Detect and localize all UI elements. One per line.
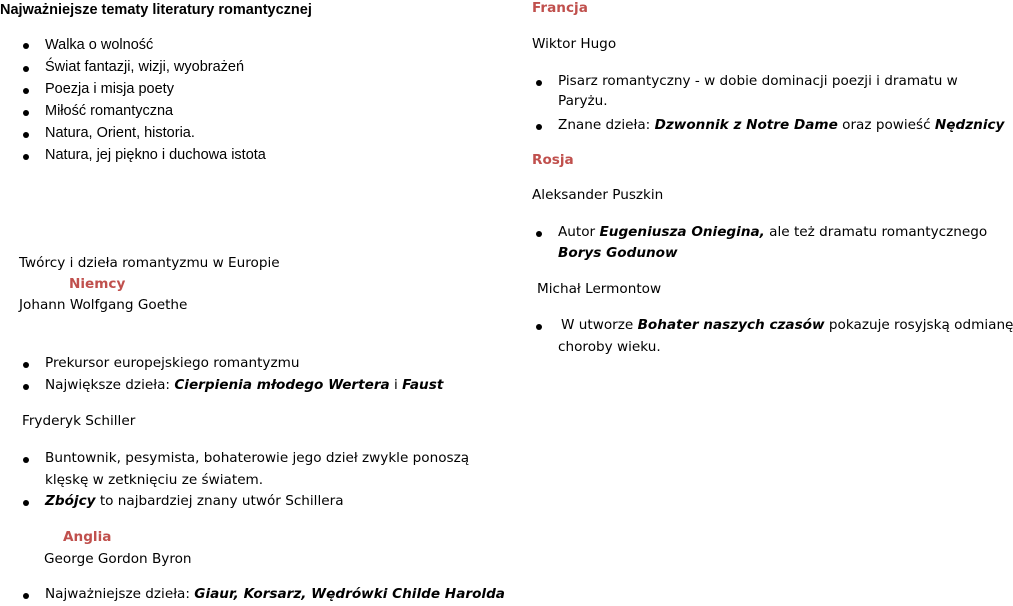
hugo-item-1-line-1: Pisarz romantyczny - w dobie dominacji poezji i dramatu w — [558, 73, 958, 89]
bullet-icon — [536, 324, 542, 330]
work-zbojcy: Zbójcy — [45, 493, 96, 509]
topic-item: Świat fantazji, wizji, wyobrażeń — [45, 59, 245, 75]
hugo-item-1-line-2: Paryżu. — [558, 93, 608, 109]
bullet-icon — [23, 43, 29, 49]
conjunction: i — [389, 377, 403, 393]
work-dzwonnik: Dzwonnik z Notre Dame — [654, 117, 838, 133]
bullet-icon — [536, 231, 542, 237]
author-schiller: Fryderyk Schiller — [22, 413, 136, 429]
work-nedznicy: Nędznicy — [934, 117, 1005, 133]
country-russia: Rosja — [532, 152, 574, 168]
lermontov-item-1-line-2: choroby wieku. — [558, 339, 661, 355]
goethe-works-prefix: Największe dzieła: — [45, 377, 175, 393]
bullet-icon — [23, 457, 29, 463]
bullet-icon — [23, 66, 29, 72]
byron-item-1 — [45, 586, 505, 602]
country-france: Francja — [532, 0, 588, 16]
work-faust: Faust — [402, 377, 444, 393]
work-bohater: Bohater naszych czasów — [637, 317, 825, 333]
country-england: Anglia — [63, 529, 112, 545]
work-werter: Cierpienia młodego Wertera — [174, 377, 390, 393]
topic-item: Natura, jej piękno i duchowa istota — [45, 147, 266, 163]
byron-works-prefix: Najważniejsze dzieła: — [45, 586, 195, 602]
bullet-icon — [23, 154, 29, 160]
topic-item: Walka o wolność — [45, 37, 154, 53]
pushkin-item-mid: ale też dramatu romantycznego — [764, 224, 988, 240]
work-oniegin: Eugeniusza Oniegina, — [599, 224, 765, 240]
bullet-icon — [23, 110, 29, 116]
bullet-icon — [23, 132, 29, 138]
schiller-item-1-line-1: Buntownik, pesymista, bohaterowie jego dzieł zwykle ponoszą — [45, 450, 470, 466]
goethe-item-1: Prekursor europejskiego romantyzmu — [45, 355, 300, 371]
bullet-icon — [23, 384, 29, 390]
lermontov-item-rest: pokazuje rosyjską odmianę — [824, 317, 1013, 333]
author-lermontov: Michał Lermontow — [537, 281, 662, 297]
topic-item: Miłość romantyczna — [45, 103, 174, 119]
bullet-icon — [23, 362, 29, 368]
hugo-works-mid: oraz powieść — [837, 117, 935, 133]
author-goethe: Johann Wolfgang Goethe — [19, 297, 188, 313]
bullet-icon — [23, 88, 29, 94]
hugo-item-2 — [558, 117, 1004, 133]
topic-item: Poezja i misja poety — [45, 81, 174, 97]
bullet-icon — [536, 80, 542, 86]
pushkin-item-1 — [558, 224, 987, 240]
author-byron: George Gordon Byron — [44, 551, 192, 567]
author-hugo: Wiktor Hugo — [532, 36, 617, 52]
author-pushkin: Aleksander Puszkin — [532, 187, 664, 203]
schiller-item-1-line-2: klęskę w zetknięciu ze światem. — [45, 472, 264, 488]
topic-item: Natura, Orient, historia. — [45, 125, 195, 141]
page-heading: Najważniejsze tematy literatury romantycznej — [0, 2, 312, 18]
lermontov-item-prefix: W utworze — [561, 317, 638, 333]
bullet-icon — [536, 124, 542, 130]
schiller-item-2 — [45, 493, 344, 509]
country-germany: Niemcy — [69, 276, 126, 292]
pushkin-item-prefix: Autor — [558, 224, 600, 240]
work-godunow: Borys Godunow — [558, 245, 678, 261]
schiller-item-2-rest: to najbardziej znany utwór Schillera — [95, 493, 344, 509]
goethe-item-2 — [45, 377, 443, 393]
lermontov-item-1 — [561, 317, 1013, 333]
hugo-works-prefix: Znane dzieła: — [558, 117, 655, 133]
bullet-icon — [23, 593, 29, 599]
byron-works: Giaur, Korsarz, Wędrówki Childe Harolda — [194, 586, 505, 602]
bullet-icon — [23, 500, 29, 506]
section-title: Twórcy i dzieła romantyzmu w Europie — [19, 255, 280, 271]
